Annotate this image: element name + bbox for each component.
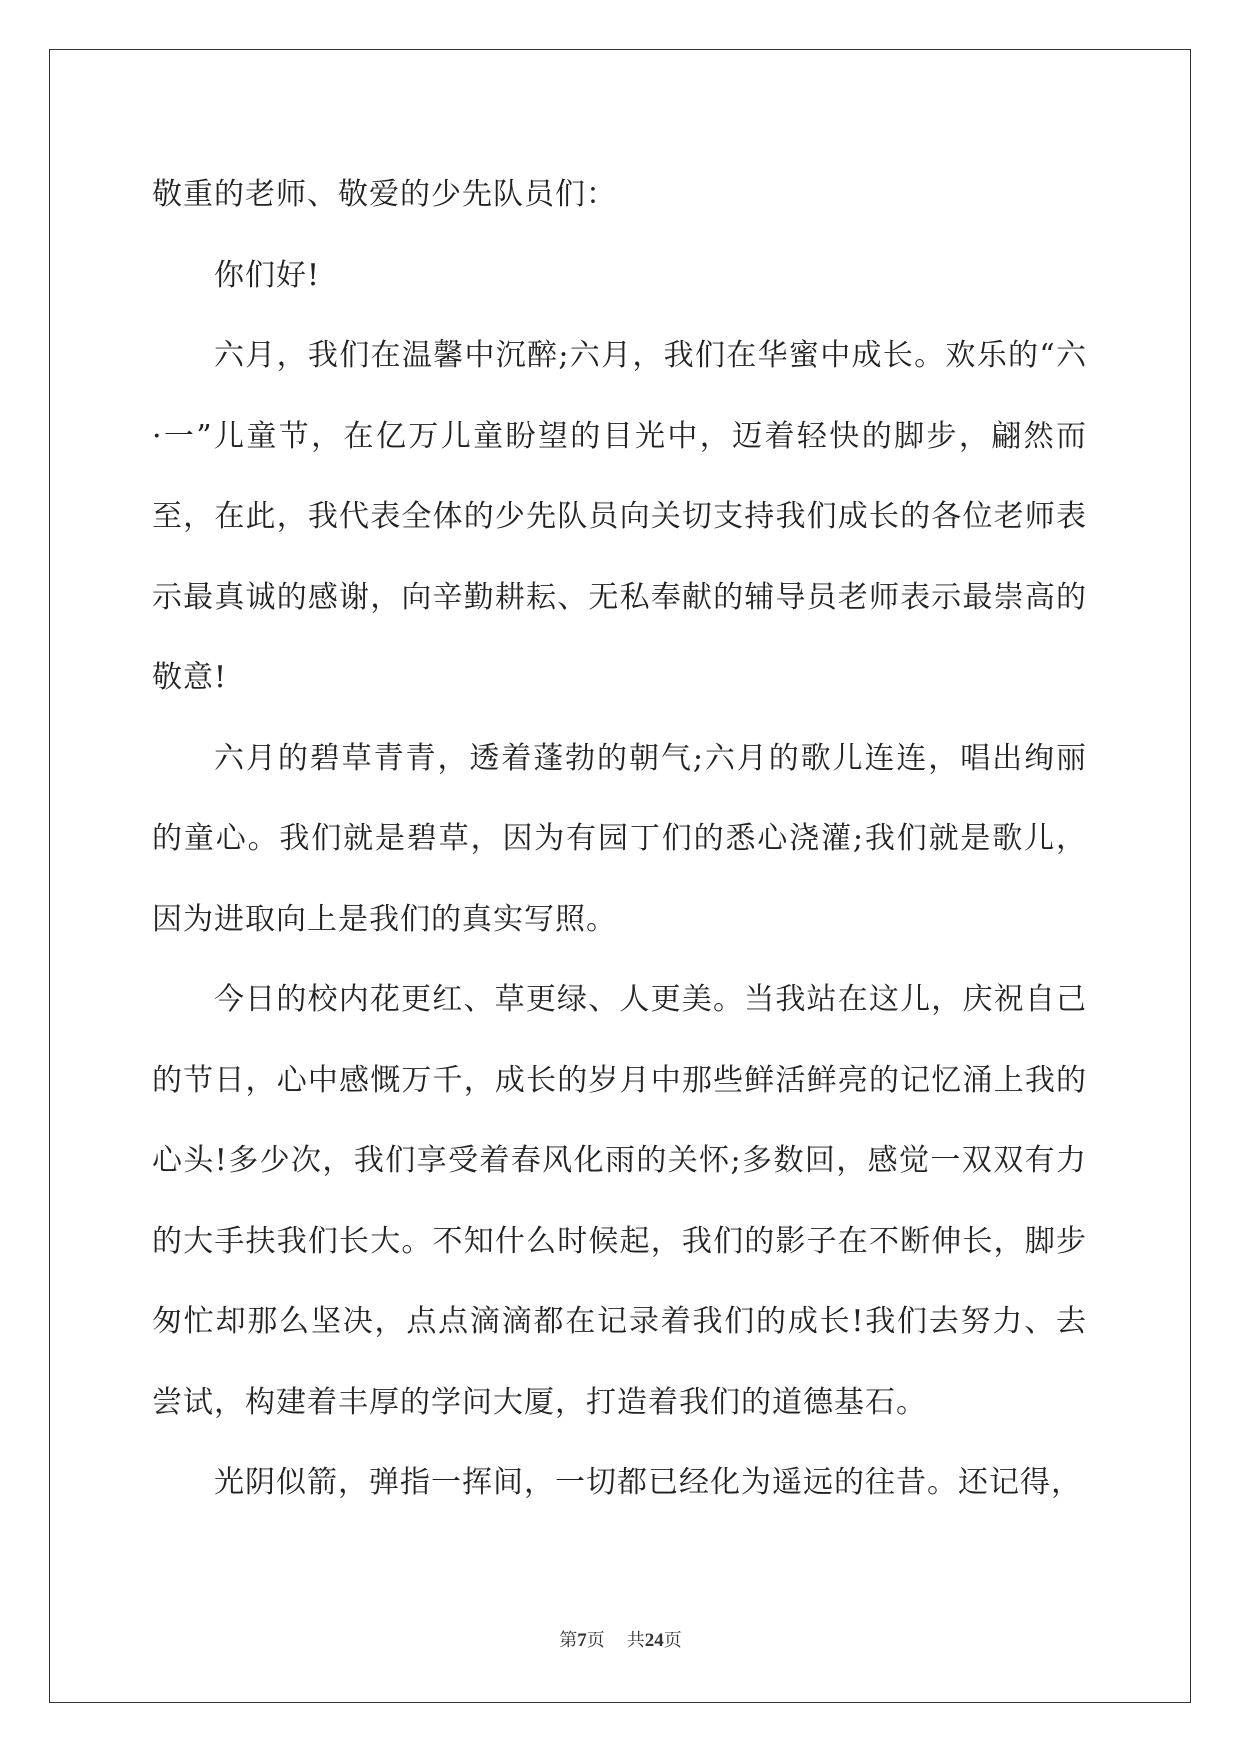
paragraph-greeting: 你们好! [214, 257, 321, 293]
page-prefix: 第 [559, 1630, 578, 1651]
paragraph-grass: 六月的碧草青青，透着蓬勃的朝气;六月的歌儿连连，唱出绚丽的童心。我们就是碧草，因为有园丁们的悉心浇灌;我们就是歌儿，因为进取向上是我们的真实写照。 [152, 740, 1087, 937]
paragraph-june: 六月，我们在温馨中沉醉;六月，我们在华蜜中成长。欢乐的“六·一”儿童节，在亿万儿童盼望的目光中，迈着轻快的脚步，翩然而至，在此，我代表全体的少先队员向关切支持我们成长的各位老师表示最真诚的感谢，向辛勤耕耘、无私奉献的辅导员老师表示最崇高的敬意! [152, 338, 1087, 695]
page-number: 7 [577, 1630, 587, 1651]
page-footer [0, 1626, 1241, 1652]
total-prefix: 共 [626, 1630, 645, 1651]
document-body [152, 155, 1087, 1524]
paragraph-time: 光阴似箭，弹指一挥间，一切都已经化为遥远的往昔。还记得， [214, 1465, 1082, 1500]
paragraph-campus: 今日的校内花更红、草更绿、人更美。当我站在这儿，庆祝自己的节日，心中感慨万千，成长的岁月中那些鲜活鲜亮的记忆涌上我的心头!多少次，我们享受着春风化雨的关怀;多数回，感觉一双双有力的大手扶我们长大。不知什么时候起，我们的影子在不断伸长，脚步匆忙却那么坚决，点点滴滴都在记录着我们的成长!我们去努力、去尝试，构建着丰厚的学问大厦，打造着我们的道德基石。 [152, 982, 1087, 1420]
salutation: 敬重的老师、敬爱的少先队员们： [152, 177, 617, 212]
total-suffix: 页 [663, 1630, 682, 1651]
page-suffix: 页 [586, 1630, 605, 1651]
total-pages: 24 [644, 1630, 664, 1651]
